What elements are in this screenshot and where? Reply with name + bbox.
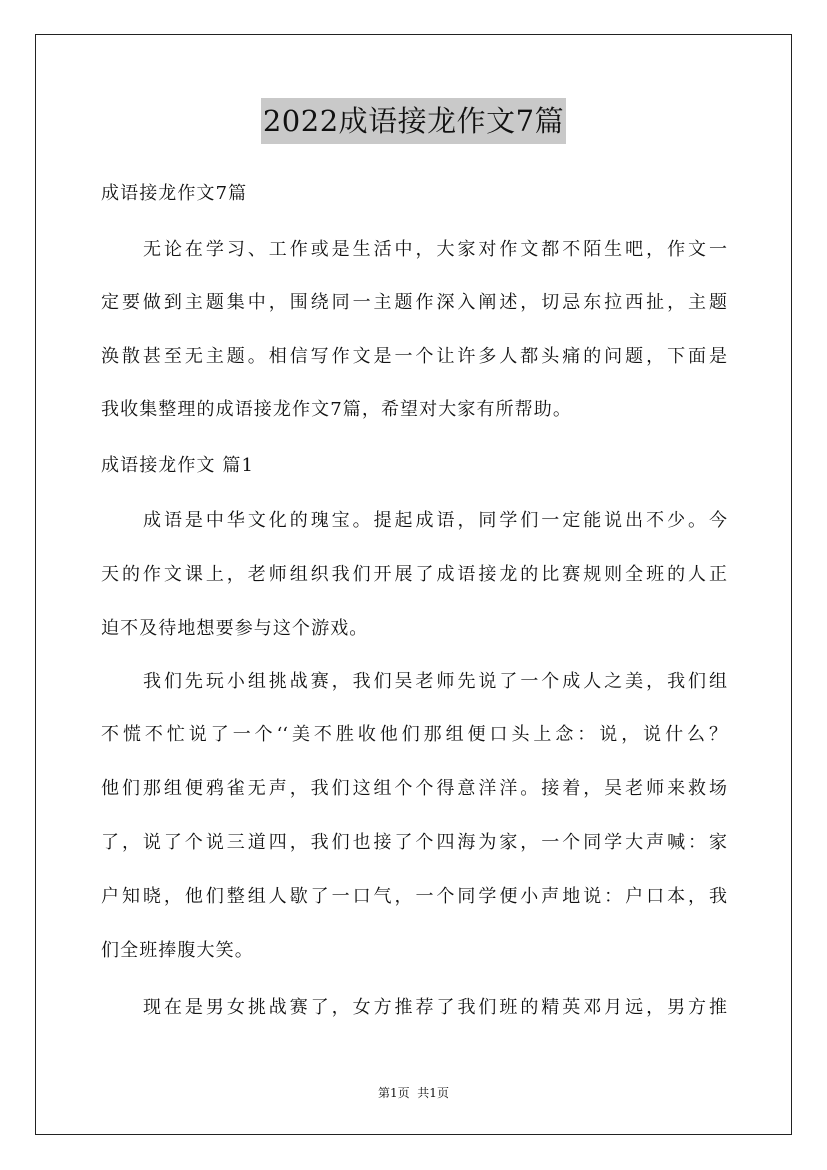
- title-container: [0, 98, 827, 144]
- section-heading: 成语接龙作文 篇1: [101, 455, 255, 476]
- paragraph-line: 成语是中华文化的瑰宝。提起成语，同学们一定能说出不少。今: [143, 510, 727, 531]
- paragraph-line: 们全班捧腹大笑。: [101, 940, 254, 961]
- page-footer: 第1页 共1页: [378, 1086, 449, 1100]
- document-title: 2022成语接龙作文7篇: [261, 98, 566, 144]
- paragraph-line: 定要做到主题集中，围绕同一主题作深入阐述，切忌东拉西扯，主题: [101, 292, 727, 313]
- paragraph-line: 无论在学习、工作或是生活中，大家对作文都不陌生吧，作文一: [143, 239, 727, 260]
- paragraph-line: 户知晓，他们整组人歇了一口气，一个同学便小声地说：户口本，我: [101, 886, 727, 907]
- paragraph-line: 了，说了个说三道四，我们也接了个四海为家，一个同学大声喊：家: [101, 832, 727, 853]
- paragraph-line: 我收集整理的成语接龙作文7篇，希望对大家有所帮助。: [101, 399, 572, 420]
- paragraph-line: 我们先玩小组挑战赛，我们吴老师先说了一个成人之美，我们组: [143, 671, 727, 692]
- paragraph-line: 迫不及待地想要参与这个游戏。: [101, 618, 369, 639]
- document-subtitle: 成语接龙作文7篇: [101, 183, 248, 204]
- paragraph-line: 他们那组便鸦雀无声，我们这组个个得意洋洋。接着，吴老师来救场: [101, 778, 727, 799]
- paragraph-line: 现在是男女挑战赛了，女方推荐了我们班的精英邓月远，男方推: [143, 997, 727, 1018]
- paragraph-line: 天的作文课上，老师组织我们开展了成语接龙的比赛规则全班的人正: [101, 564, 727, 585]
- paragraph-line: 不慌不忙说了一个‘‘美不胜收他们那组便口头上念：说，说什么？: [101, 724, 727, 745]
- paragraph-line: 涣散甚至无主题。相信写作文是一个让许多人都头痛的问题，下面是: [101, 346, 727, 367]
